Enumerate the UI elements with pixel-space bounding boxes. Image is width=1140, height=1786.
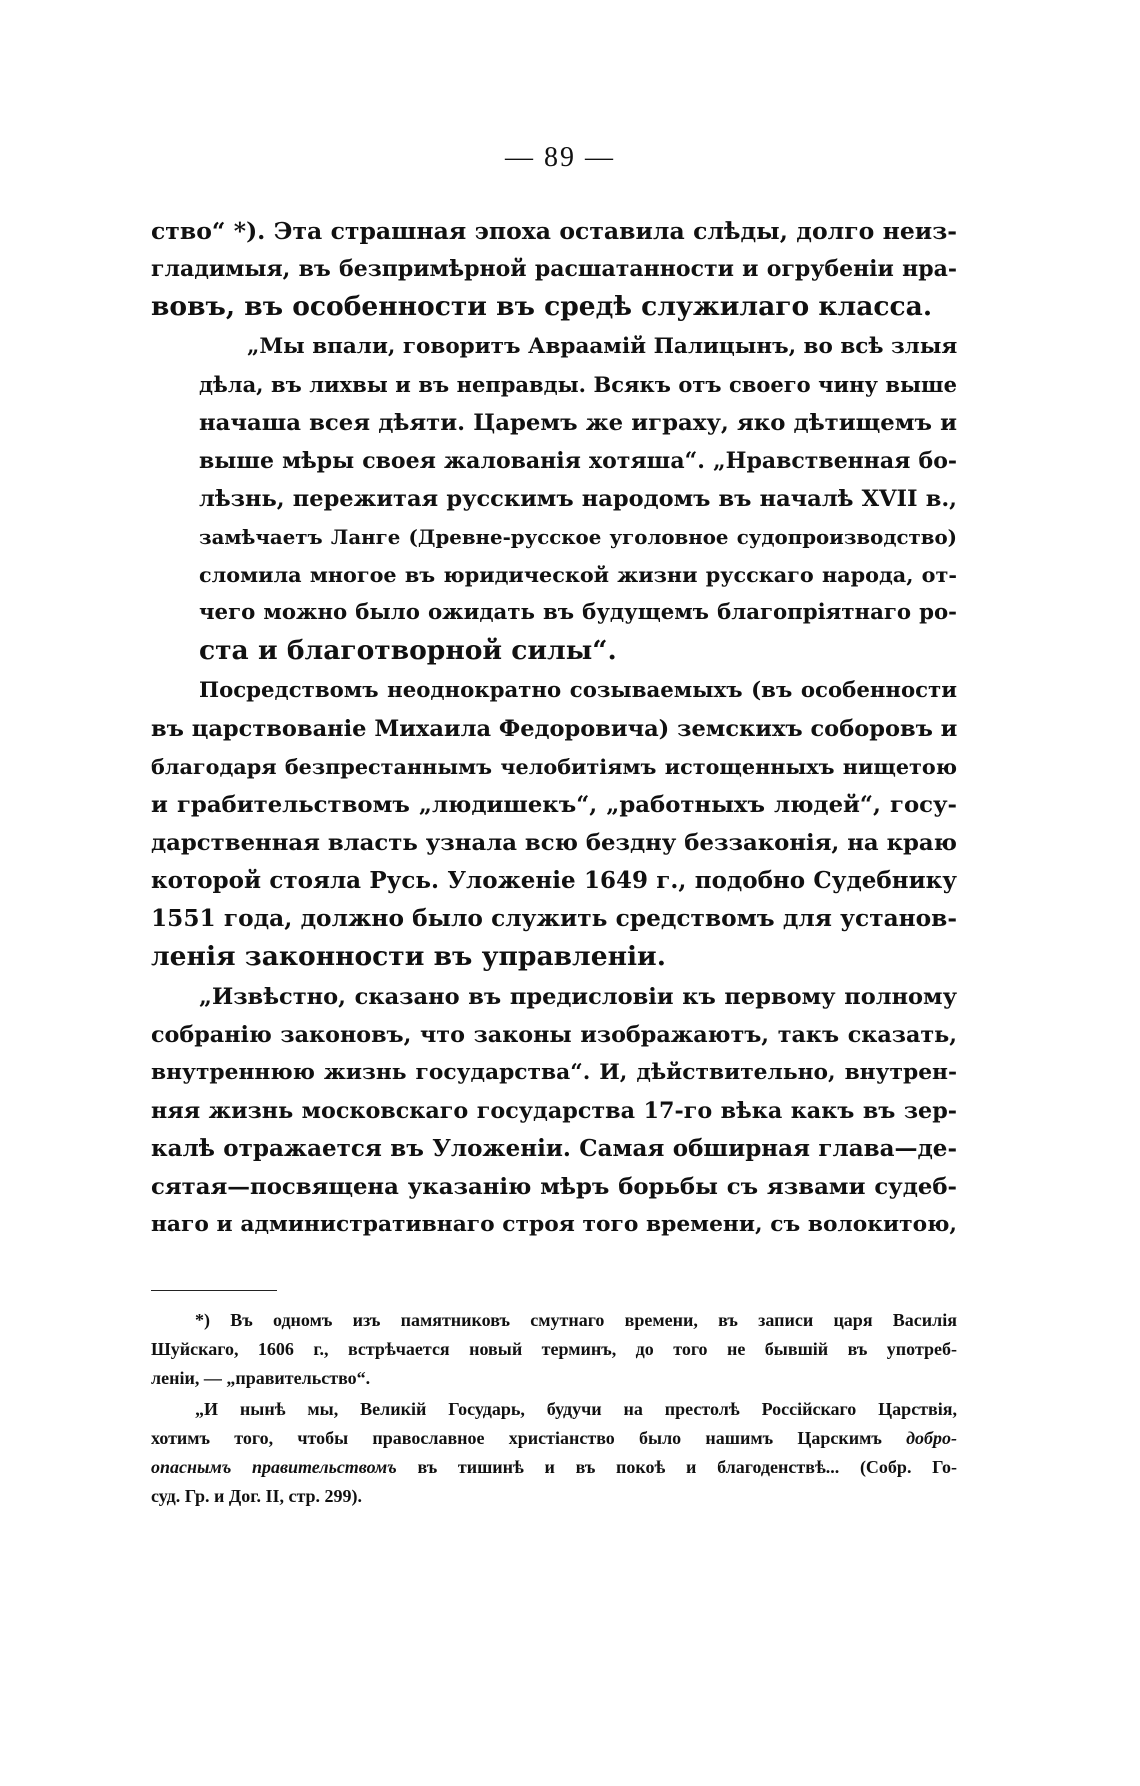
footnote-divider — [151, 1290, 277, 1291]
paragraph-3 — [151, 672, 957, 976]
paragraph-1 — [151, 212, 957, 326]
text-line: Посредствомъ неоднократно созываемыхъ (въ особенности — [199, 678, 957, 703]
text-line: благодаря безпрестаннымъ челобитiямъ истощенныхъ нищетою — [151, 755, 957, 779]
page-number: — 89 — — [505, 142, 615, 173]
text-line: собранiю законовъ, что законы изображаютъ, такъ сказать, — [151, 1022, 957, 1048]
footnote-2 — [151, 1395, 957, 1511]
paragraph-4 — [151, 978, 957, 1244]
footnote-line — [151, 1424, 957, 1453]
footnote-line: *) Въ одномъ изъ памятниковъ смутнаго времени, въ записи царя Василiя — [195, 1310, 957, 1330]
footnotes — [151, 1306, 957, 1513]
text-line: гладимыя, въ безпримѣрной расшатанности и огрубенiи нра- — [151, 256, 957, 282]
text-line: ство“ *). Эта страшная эпоха оставила слѣды, долго неиз- — [151, 217, 957, 245]
text-line: начаша всея дѣяти. Царемъ же играху, яко дѣтищемъ и — [199, 410, 957, 436]
text-line: сятая—посвящена указанiю мѣръ борьбы съ язвами судеб- — [151, 1174, 957, 1200]
footnote-line: Шуйскаго, 1606 г., встрѣчается новый терминъ, до того не бывшiй въ употреб- — [151, 1339, 957, 1359]
footnote-line: ленiи, — „правительство“. — [151, 1368, 371, 1388]
footnote-line — [151, 1453, 957, 1482]
footnote-text: хотимъ того, чтобы православное христiанство было нашимъ Царскимъ — [151, 1428, 882, 1448]
text-line: лѣзнь, пережитая русскимъ народомъ въ началѣ XVII в., — [199, 486, 957, 512]
footnote-text: въ тишинѣ и въ покоѣ и благоденствѣ... (Собр. Го- — [417, 1457, 957, 1477]
text-line: няя жизнь московскаго государства 17-го вѣка какъ въ зер- — [151, 1098, 957, 1124]
footnote-line: суд. Гр. и Дог. II, стр. 299). — [151, 1486, 363, 1506]
text-line: выше мѣры своея жалованiя хотяша“. „Нравственная бо- — [199, 448, 957, 474]
text-line: въ царствованiе Михаила Федоровича) земскихъ соборовъ и — [151, 716, 958, 742]
text-line: „Извѣстно, сказано въ предисловiи къ первому полному — [199, 984, 957, 1010]
paragraph-2 — [151, 328, 957, 670]
main-text — [151, 212, 957, 1246]
footnote-italic-text: добро- — [906, 1428, 958, 1448]
text-line: чего можно было ожидать въ будущемъ благопрiятнаго ро- — [199, 600, 957, 625]
text-line: „Мы впали, говоритъ Авраамiй Палицынъ, во всѣ злыя — [247, 334, 958, 359]
text-line: наго и административнаго строя того времени, съ волокитою, — [151, 1212, 957, 1237]
text-line: дарственная власть узнала всю бездну беззаконiя, на краю — [151, 830, 957, 856]
footnote-1 — [151, 1306, 957, 1393]
footnote-line: „И нынѣ мы, Великiй Государь, будучи на престолѣ Россiйскаго Царствiя, — [195, 1399, 957, 1419]
footnote-italic-text: опаснымъ правительствомъ — [151, 1457, 397, 1477]
text-line: 1551 года, должно было служить средствомъ для установ- — [151, 905, 957, 932]
text-line: дѣла, въ лихвы и въ неправды. Всякъ отъ своего чину выше — [199, 372, 957, 397]
text-line: ста и благотворной силы“. — [199, 635, 617, 666]
text-line: вовъ, въ особенности въ средѣ служилаго класса. — [151, 291, 933, 322]
text-line: которой стояла Русь. Уложенiе 1649 г., подобно Судебнику — [151, 867, 957, 894]
text-line: замѣчаетъ Ланге (Древне-русское уголовное судопроизводство) — [199, 525, 957, 549]
text-line: и грабительствомъ „людишекъ“, „работныхъ людей“, госу- — [151, 792, 957, 818]
text-line: ленiя законности въ управленiи. — [151, 941, 666, 972]
text-line: сломила многое въ юридической жизни русскаго народа, от- — [199, 563, 957, 587]
text-line: внутреннюю жизнь государства“. И, дѣйствительно, внутрен- — [151, 1060, 957, 1085]
text-line: калѣ отражается въ Уложенiи. Самая обширная глава—де- — [151, 1135, 957, 1162]
